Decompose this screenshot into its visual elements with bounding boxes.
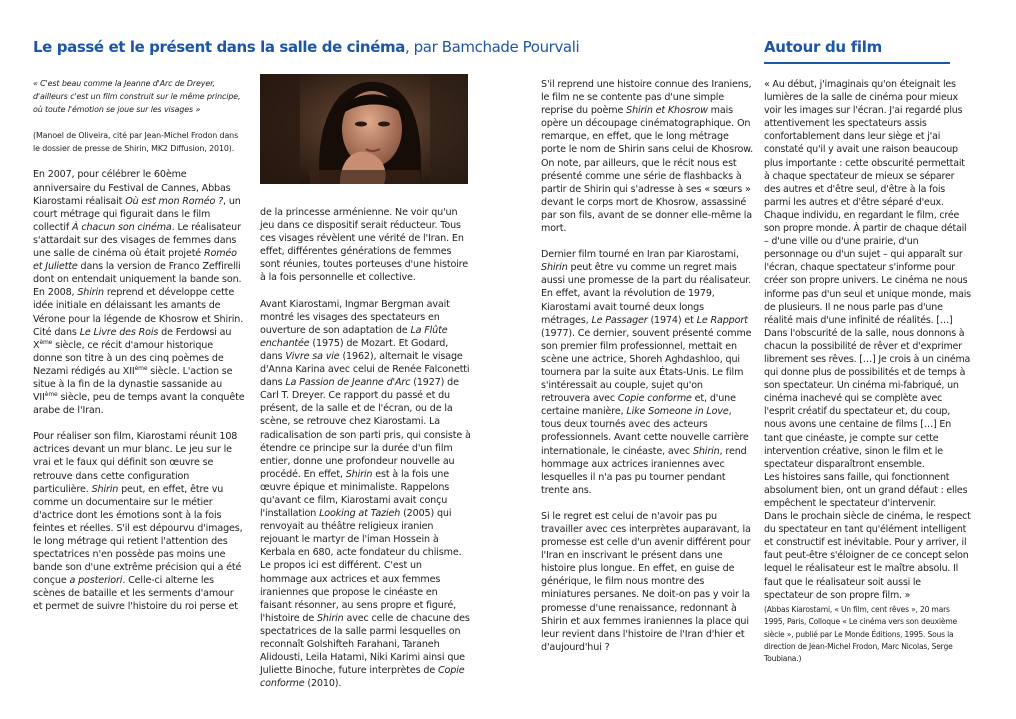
sidebar-source: (Abbas Kiarostami, « Un film, cent rêves », 20 mars 1995, Paris, Colloque « Le cinéma vers son deuxième siècle », publié par Le Monde Éditions, 1995. Sous la direction de Jean-Michel Frodon, Marc Nicolas, Serge Toubiana.) — [764, 604, 958, 664]
paragraph: En 2008, Shirin reprend et développe cette idée initiale en délaissant les amants de Vérone pour la légende de Khosrow et Shirin. Cité dans Le Livre des Rois de Ferdowsi au Xème siècle, ce récit d'amour historique donne son titre à un des cinq poèmes de Nezami rédigés au XIIème siècle. L'action se situe à la fin de la dynastie sassanide au VIIème siècle, peu de temps avant la conquête arabe de l'Iran. — [33, 287, 245, 417]
article-column-1 — [33, 77, 245, 614]
paragraph: Pour réaliser son film, Kiarostami réunit 108 actrices devant un mur blanc. Le jeu sur le vrai et le faux qui définit son œuvre se retrouve dans cette configuration particulière. Shirin peut, en effet, être vu comme un documentaire sur le métier d'actrice dont les émotions sont à la fois feintes et réelles. S'il est dépourvu d'images, le long métrage qui retient l'attention des spectatrices n'en possède pas moins une bande son d'une extrême précision qui a été conçue a posteriori. Celle-ci alterne les scènes de bataille et les serments d'amour et permet de suivre l'histoire du roi perse et — [33, 431, 243, 613]
film-still-photo — [260, 74, 468, 184]
woman-portrait-image — [260, 74, 468, 184]
sidebar-title: Autour du film — [764, 38, 882, 56]
article-column-2 — [260, 74, 472, 690]
sidebar-paragraph: Dans le prochain siècle de cinéma, le respect du spectateur en tant qu'élément intelligent et constructif est inévitable. Pour y arriver, il faut peut-être s'éloigner de ce concept selon lequel le réalisateur est le maître absolu. Il faut que le réalisateur soit aussi le spectateur de son propre film. » — [764, 511, 971, 601]
article-title — [33, 38, 579, 56]
sidebar-paragraph: Chaque individu, en regardant le film, crée son propre monde. À partir de chaque détail – d'une ville ou d'une prairie, d'un personnage ou d'un sujet – qui apparaît sur l'écran, chaque spectateur s'informe pour créer son propre univers. Le cinéma ne nous informe pas d'un seul et unique monde, mais de plusieurs. Il ne nous parle pas d'une réalité mais d'une infinité de réalités. […] Dans l'obscurité de la salle, nous donnons à chacun la possibilité de rêver et d'exprimer librement ses rêves. […] Je crois à un cinéma qui donne plus de possibilités et de temps à son spectateur. Un cinéma mi-fabriqué, un cinéma inachevé qui se complète avec l'esprit créatif du spectateur et, du coup, nous avons une centaine de films […] En tant que cinéaste, je compte sur cette intervention créative, sinon le film et le spectateur disparaîtront ensemble. — [764, 209, 971, 470]
paragraph: En 2007, pour célébrer le 60ème anniversaire du Festival de Cannes, Abbas Kiarostami réalisait Où est mon Roméo ?, un court métrage qui figurait dans le film collectif À chacun son cinéma. Le réalisateur s'attardait sur des visages de femmes dans une salle de cinéma où était projeté Roméo et Juliette dans la version de Franco Zeffirelli dont on entendait uniquement la bande son. — [33, 169, 242, 286]
sidebar-paragraph: Les histoires sans faille, qui fonctionnent absolument bien, ont un grand défaut : elles empêchent le spectateur d'intervenir. — [764, 471, 968, 509]
sidebar-title-rule — [764, 62, 950, 64]
paragraph: Dernier film tourné en Iran par Kiarostami, Shirin peut être vu comme un regret mais aussi une promesse de la part du réalisateur. En effet, avant la révolution de 1979, Kiarostami avait tourné deux longs métrages, Le Passager (1974) et Le Rapport (1977). Ce dernier, souvent présenté comme son premier film professionnel, mettait en scène une actrice, Shoreh Aghdashloo, qui tournera par la suite aux États-Unis. Le film s'intéressait au couple, sujet qu'on retrouvera avec Copie conforme et, d'une certaine manière, Like Someone in Love, tous deux tournés avec des acteurs professionnels. Avant cette nouvelle carrière internationale, le cinéaste, avec Shirin, rend hommage aux actrices iraniennes avec lesquelles il n'a pas pu tourner pendant trente ans. — [541, 249, 752, 496]
paragraph: Si le regret est celui de n'avoir pas pu travailler avec ces interprètes auparavant, la promesse est celle d'un avenir différent pour l'Iran en inscrivant le présent dans une histoire plus longue. En effet, en guise de générique, le film nous montre des miniatures persanes. Ne doit-on pas y voir la promesse d'une renaissance, redonnant à Shirin et aux femmes iraniennes la place qui leur revient dans l'histoire de l'Iran d'hier et d'aujourd'hui ? — [541, 510, 751, 653]
epigraph-source: (Manoel de Oliveira, cité par Jean-Michel Frodon dans le dossier de presse de Shirin, MK2 Diffusion, 2010). — [33, 131, 239, 154]
sidebar-column — [764, 78, 972, 666]
paragraph: Avant Kiarostami, Ingmar Bergman avait montré les visages des spectateurs en ouverture de son adaptation de La Flûte enchantée (1975) de Mozart. Et Godard, dans Vivre sa vie (1962), alternait le visage d'Anna Karina avec celui de Renée Falconetti dans La Passion de Jeanne d'Arc (1927) de Carl T. Dreyer. Ce rapport du passé et du présent, de la salle et de l'écran, ou de la scène, se retrouve chez Kiarostami. La radicalisation de son parti pris, qui consiste à étendre ce principe sur la durée d'un film entier, donne une profondeur nouvelle au procédé. En effet, Shirin est à la fois une œuvre épique et minimaliste. Rappelons qu'avant ce film, Kiarostami avait conçu l'installation Looking at Tazieh (2005) qui renvoyait au théâtre religieux iranien rejouant le martyr de l'iman Hossein à Kerbala en 680, acte fondateur du chiisme. Le propos ici est différent. C'est un hommage aux actrices et aux femmes iraniennes que propose le cinéaste en faisant résonner, au sens propre et figuré, l'histoire de Shirin avec celle de chacune des spectatrices de la salle parmi lesquelles on reconnaît Golshifteh Farahani, Taraneh Alidousti, Leila Hatami, Niki Karimi ainsi que Juliette Binoche, future interprètes de Copie conforme (2010). — [260, 298, 471, 690]
epigraph-quote: « C'est beau comme la Jeanne d'Arc de Dreyer, d'ailleurs c'est un film construit sur le même principe, où toute l'émotion se joue sur les visages » — [33, 79, 241, 115]
article-title-author: , par Bamchade Pourvali — [404, 38, 580, 56]
sidebar-paragraph: « Au début, j'imaginais qu'on éteignait les lumières de la salle de cinéma pour mieux voir les images sur l'écran. J'ai regardé plus attentivement les spectateurs assis confortablement dans leur siège et j'ai constaté qu'il y avait une raison beaucoup plus importante : cette obscurité permettait à chaque spectateur de mieux se séparer des autres et d'être seul, d'être à la fois parmi les autres et d'être séparé d'eux. — [764, 79, 965, 208]
article-column-3 — [541, 78, 753, 654]
paragraph: de la princesse arménienne. Ne voir qu'un jeu dans ce dispositif serait réducteur. Tous ces visages révèlent une vérité de l'Iran. En effet, différentes générations de femmes sont réunies, toutes porteuses d'une histoire à la fois personnelle et collective. — [260, 207, 469, 284]
paragraph: S'il reprend une histoire connue des Iraniens, le film ne se contente pas d'une simple reprise du poème Shirin et Khosrow mais opère un découpage cinématographique. On remarque, en effet, que le long métrage porte le nom de Shirin sans celui de Khosrow. On note, par ailleurs, que le récit nous est présenté comme une série de flashbacks à partir de Shirin qui s'adresse à ses « sœurs » devant le corps mort de Khosrow, assassiné par son fils, avant de se donner elle-même la mort. — [541, 79, 753, 235]
article-title-main: Le passé et le présent dans la salle de cinéma — [33, 38, 405, 56]
